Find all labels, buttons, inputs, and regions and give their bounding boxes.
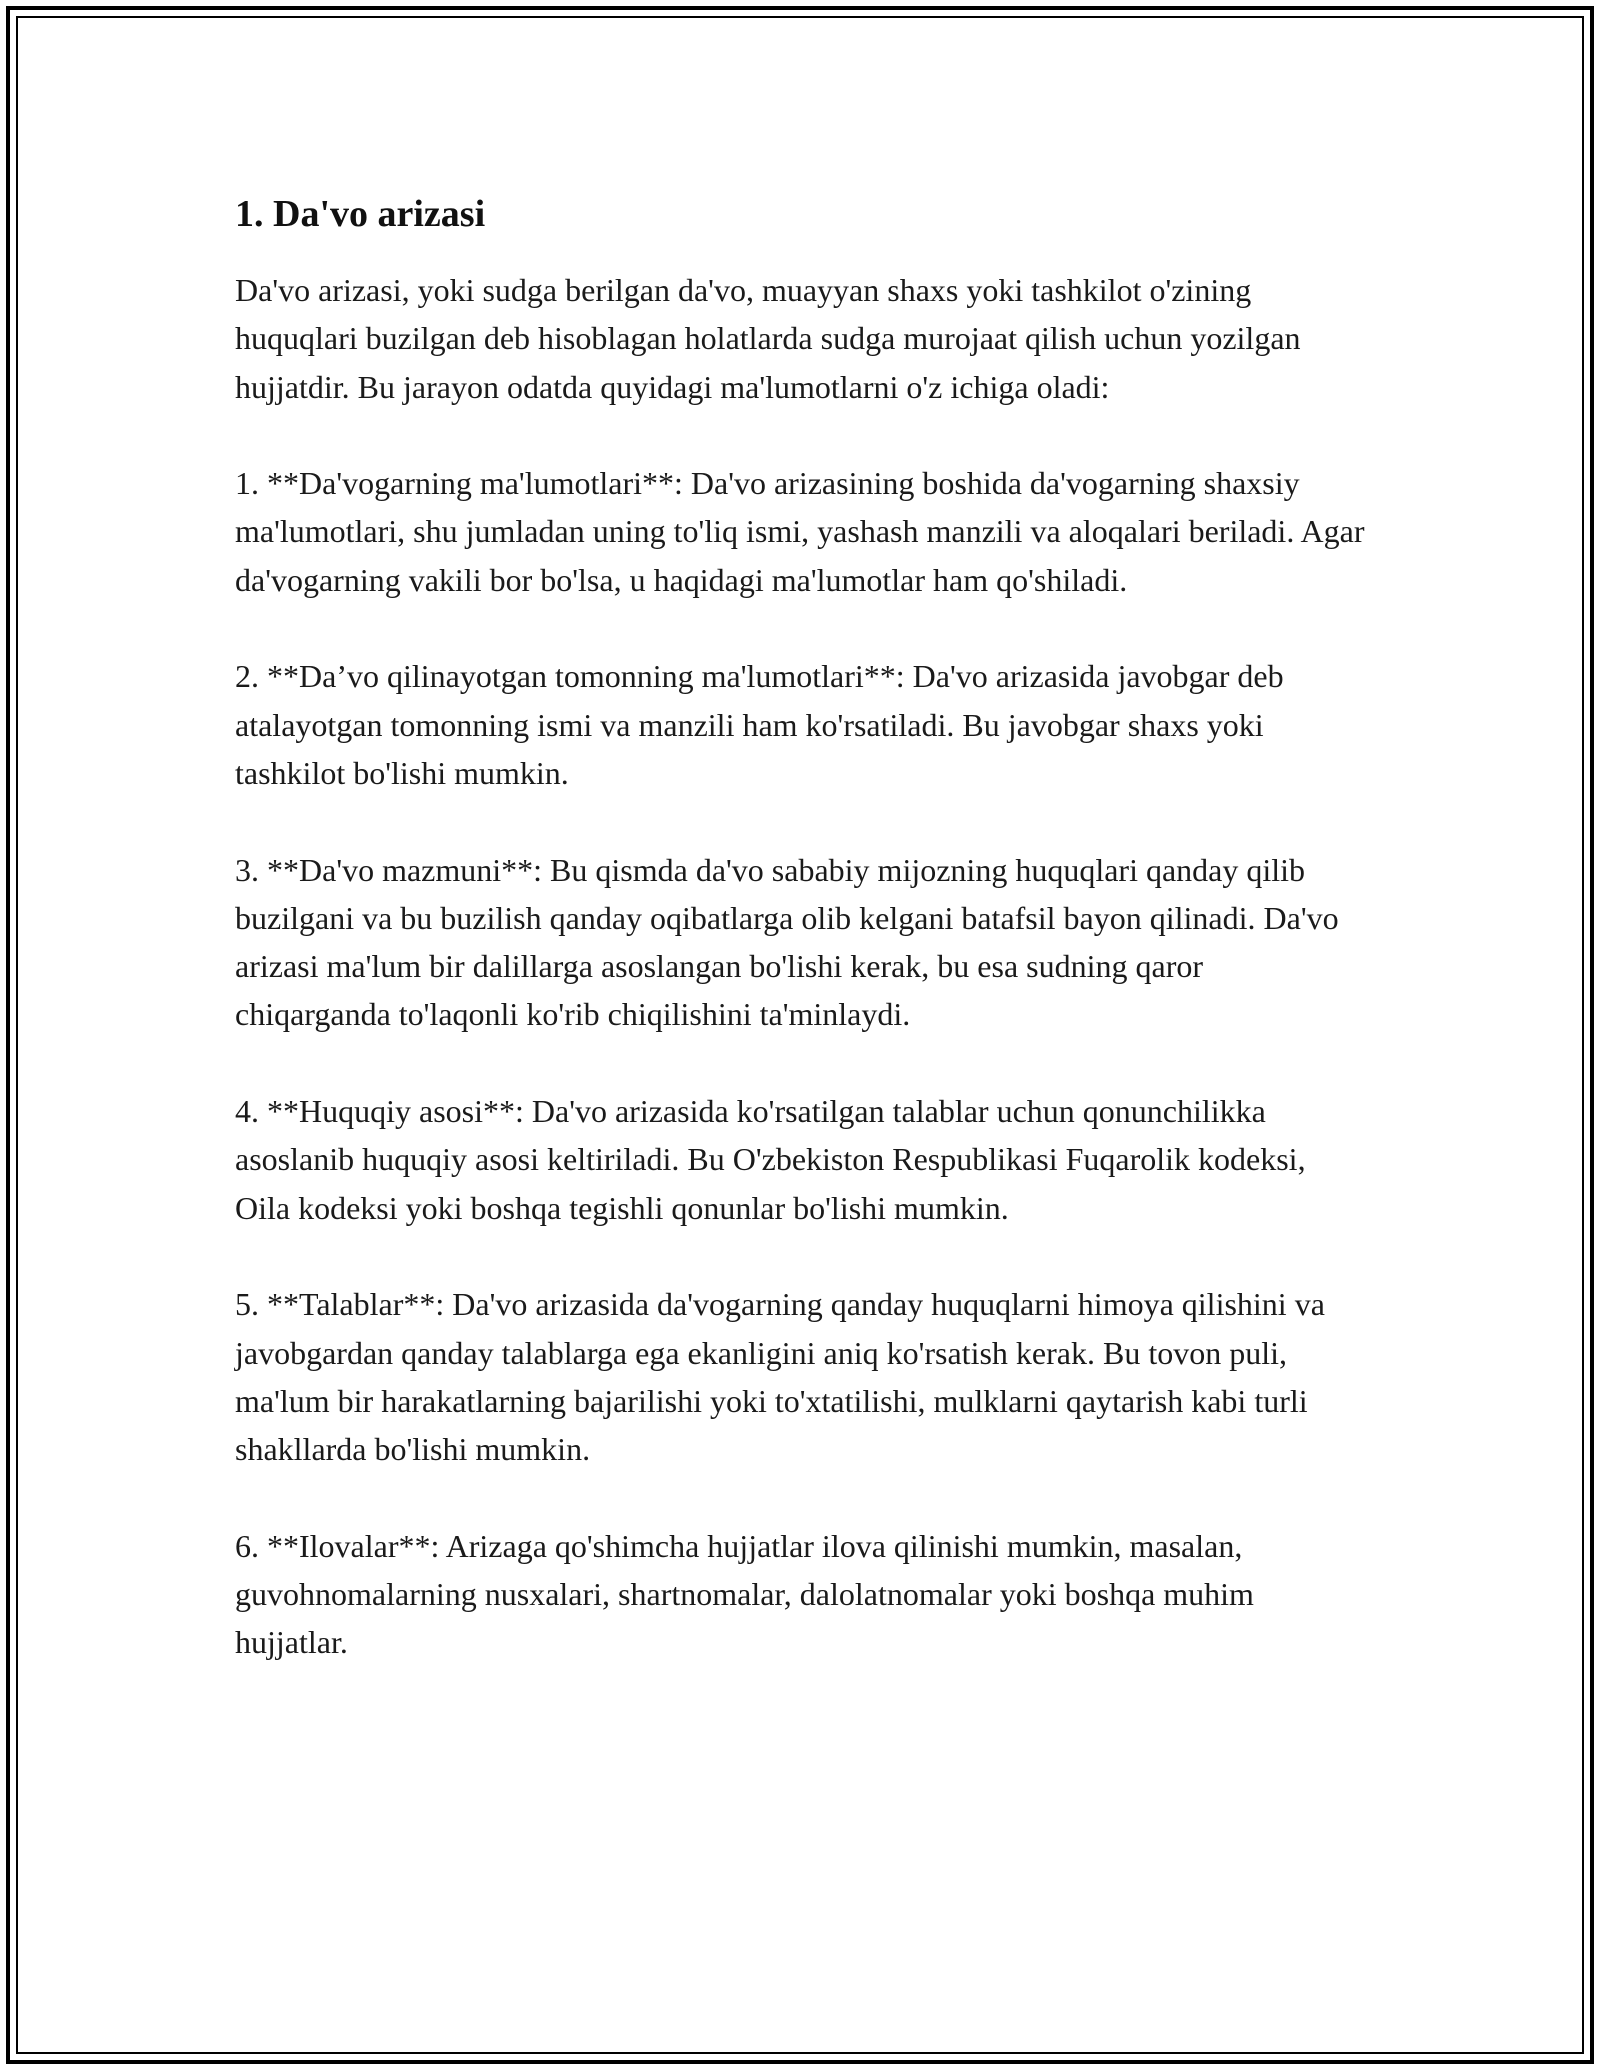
list-item-legal-basis: 4. **Huquqiy asosi**: Da'vo arizasida ko'rsatilgan talablar uchun qonunchilikka asoslanib huquqiy asosi keltiriladi. Bu O'zbekiston Respublikasi Fuqarolik kodeksi, Oila kodeksi yoki boshqa tegishli qonunlar bo'lishi mumkin. <box>235 1093 1306 1226</box>
intro-paragraph: Da'vo arizasi, yoki sudga berilgan da'vo, muayyan shaxs yoki tashkilot o'zining huquqlari buzilgan deb hisoblagan holatlarda sudga murojaat qilish uchun yozilgan hujjatdir. Bu jarayon odatda quyidagi ma'lumotlarni o'z ichiga oladi: <box>235 272 1301 405</box>
list-item-defendant-info: 2. **Da’vo qilinayotgan tomonning ma'lumotlari**: Da'vo arizasida javobgar deb atalayotgan tomonning ismi va manzili ham ko'rsatiladi. Bu javobgar shaxs yoki tashkilot bo'lishi mumkin. <box>235 658 1284 791</box>
list-item-claim-content: 3. **Da'vo mazmuni**: Bu qismda da'vo sababiy mijozning huquqlari qanday qilib buzilgani va bu buzilish qanday oqibatlarga olib kelgani batafsil bayon qilinadi. Da'vo arizasi ma'lum bir dalillarga asoslangan bo'lishi kerak, bu esa sudning qaror chiqarganda to'laqonli ko'rib chiqilishini ta'minlaydi. <box>235 851 1339 1033</box>
document-body <box>235 188 1365 1715</box>
list-item-attachments: 6. **Ilovalar**: Arizaga qo'shimcha hujjatlar ilova qilinishi mumkin, masalan, guvohnomalarning nusxalari, shartnomalar, dalolatnomalar yoki boshqa muhim hujjatlar. <box>235 1527 1254 1661</box>
list-item-claimant-info: 1. **Da'vogarning ma'lumotlari**: Da'vo arizasining boshida da'vogarning shaxsiy ma'lumotlari, shu jumladan uning to'liq ismi, yashash manzili va aloqalari beriladi. Agar da'vogarning vakili bor bo'lsa, u haqidagi ma'lumotlar ham qo'shiladi. <box>235 465 1365 598</box>
list-item-demands: 5. **Talablar**: Da'vo arizasida da'vogarning qanday huquqlarni himoya qilishini va javobgardan qanday talablarga ega ekanligini aniq ko'rsatish kerak. Bu tovon puli, ma'lum bir harakatlarning bajarilishi yoki to'xtatilishi, mulklarni qaytarish kabi turli shakllarda bo'lishi mumkin. <box>235 1286 1325 1468</box>
section-title: 1. Da'vo arizasi <box>235 193 486 235</box>
